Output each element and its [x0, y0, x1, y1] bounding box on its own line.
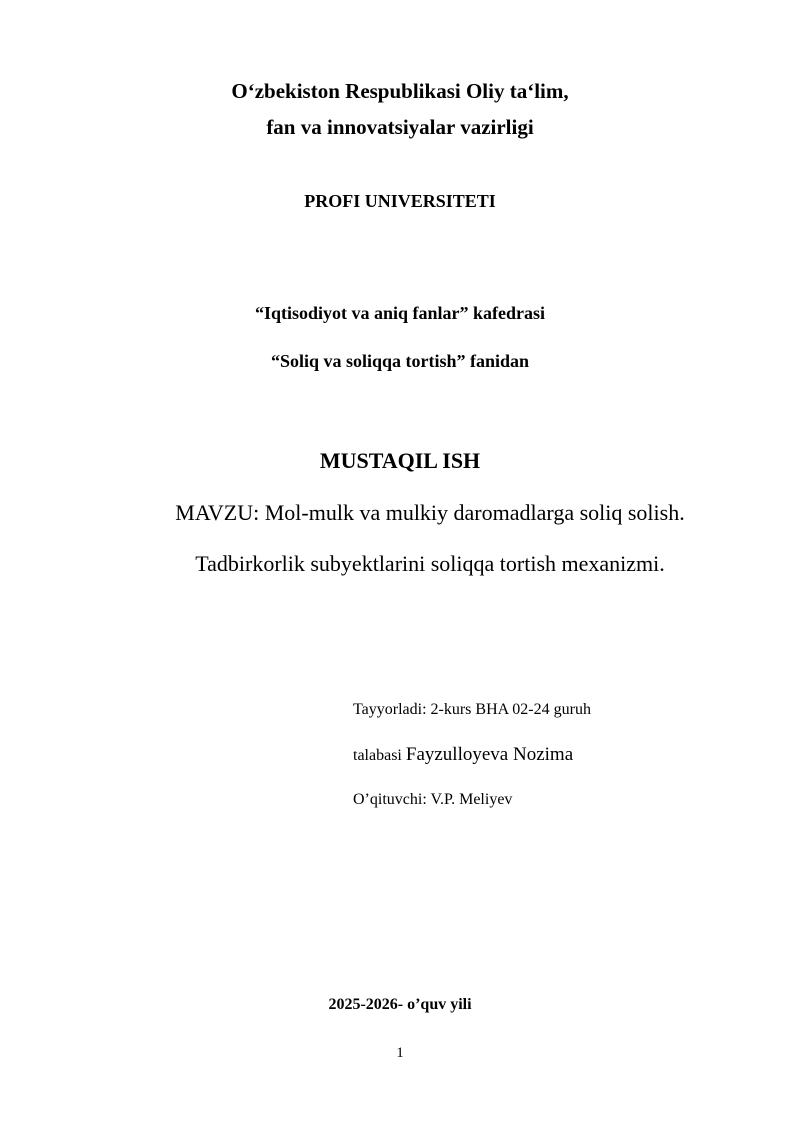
prepared-by: Tayyorladi: 2-kurs BHA 02-24 guruh — [353, 701, 591, 718]
topic-line1: MAVZU: Mol-mulk va mulkiy daromadlarga soliq solish. — [175, 500, 685, 525]
topic-line2: Tadbirkorlik subyektlarini soliqqa tortish mexanizmi. — [195, 551, 665, 576]
ministry-title-line1: O‘zbekiston Respublikasi Oliy ta‘lim, — [231, 79, 569, 103]
teacher-line: O’qituvchi: V.P. Meliyev — [353, 791, 513, 808]
subject-name: “Soliq va soliqqa tortish” fanidan — [270, 351, 530, 371]
academic-year: 2025-2026- o’quv yili — [328, 996, 472, 1013]
student-line — [353, 744, 573, 766]
ministry-title-line2: fan va innovatsiyalar vazirligi — [266, 115, 534, 139]
work-type-title: MUSTAQIL ISH — [319, 448, 481, 473]
page-number: 1 — [396, 1045, 404, 1061]
student-name: Fayzulloyeva Nozima — [405, 744, 574, 765]
university-name: PROFI UNIVERSITETI — [304, 191, 496, 211]
department-name: “Iqtisodiyot va aniq fanlar” kafedrasi — [254, 303, 546, 323]
student-label: talabasi — [353, 747, 406, 764]
